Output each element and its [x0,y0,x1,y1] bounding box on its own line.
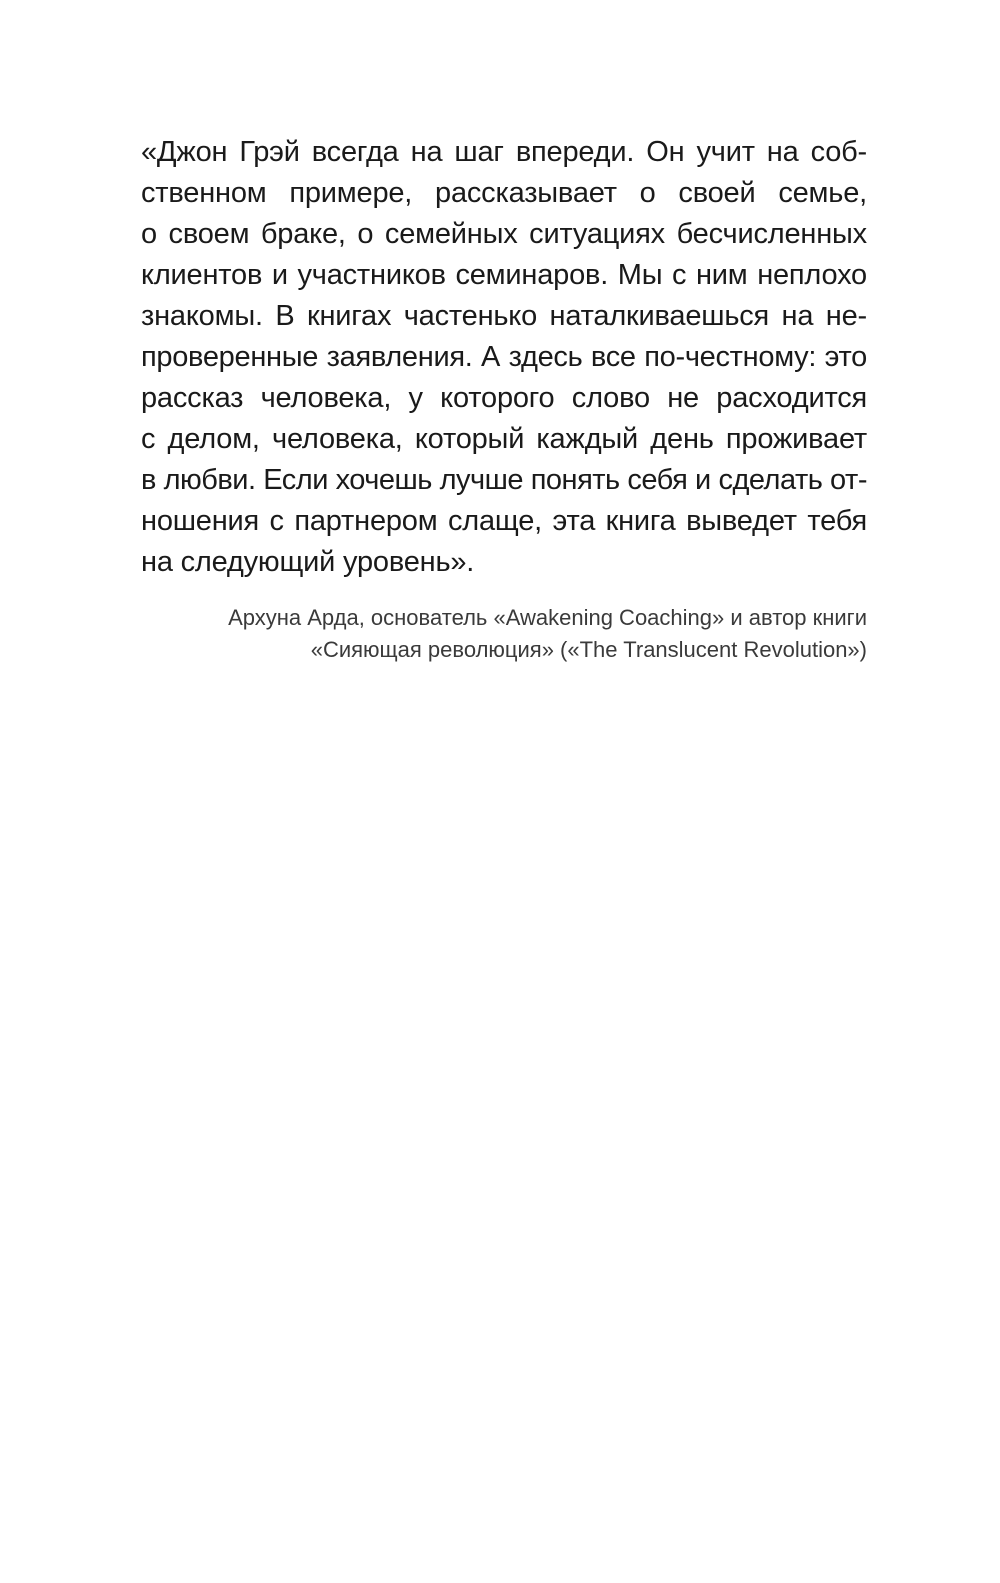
quote-line: рассказ человека, у которого слово не расходится [141,382,867,414]
quote-paragraph [141,132,867,583]
quote-line: ственном примере, рассказывает о своей семье, [141,177,867,209]
quote-attribution [141,602,867,666]
quote-line: «Джон Грэй всегда на шаг впереди. Он учит на соб- [141,136,867,168]
quote-line: знакомы. В книгах частенько наталкиваешься на не- [141,300,867,332]
quote-line-last: на следующий уровень». [141,546,475,578]
quote-line: проверенные заявления. А здесь все по-честному: это [141,341,867,373]
quote-line: в любви. Если хочешь лучше понять себя и сделать от- [141,464,867,496]
quote-line: о своем браке, о семейных ситуациях бесчисленных [141,218,867,250]
quote-line: с делом, человека, который каждый день проживает [141,423,867,455]
quote-line: клиентов и участников семинаров. Мы с ним неплохо [141,259,867,291]
attribution-line: «Сияющая революция» («The Translucent Revolution») [310,637,867,662]
attribution-line: Архуна Арда, основатель «Awakening Coaching» и автор книги [228,605,867,630]
quote-line: ношения с партнером слаще, эта книга выведет тебя [141,505,867,537]
